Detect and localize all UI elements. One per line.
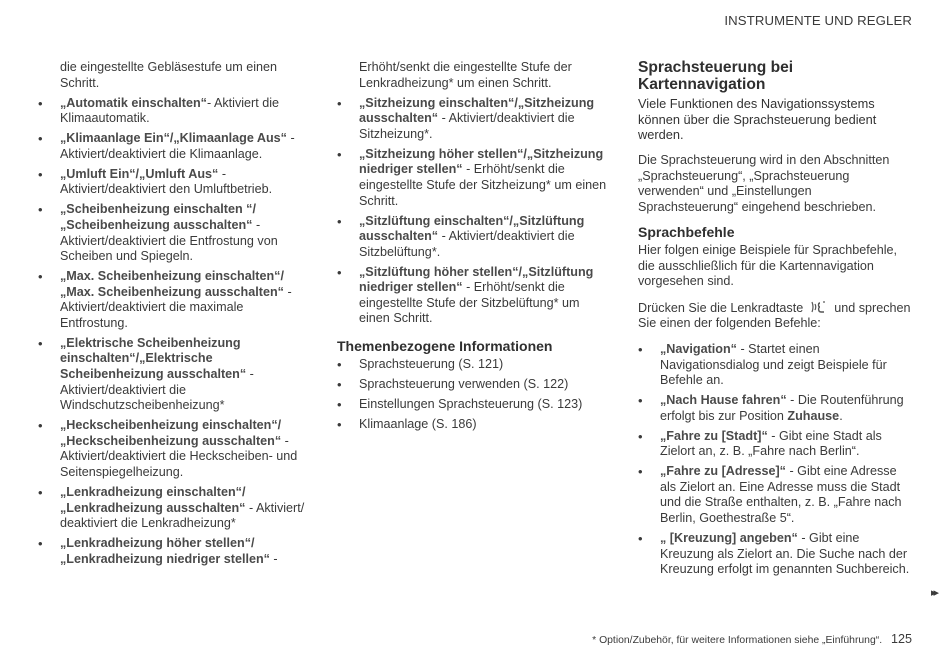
related-link-label: Sprachsteuerung verwenden (S. 122) xyxy=(359,376,569,391)
command-text: „Lenkradheizung höher stellen“/ „Lenkradheizung niedriger stellen“ xyxy=(60,536,270,566)
command-text: „Fahre zu [Stadt]“ xyxy=(660,428,768,443)
command-description: - Startet einen Navigationsdialog und zeigt Beispiele für Befehle an. xyxy=(660,341,887,388)
related-link[interactable] xyxy=(337,417,612,433)
bullet-icon: • xyxy=(638,393,643,409)
section-title: Sprachsteuerung bei Kartennavigation xyxy=(638,59,794,93)
related-link-label: Einstellungen Sprachsteuerung (S. 123) xyxy=(359,396,583,411)
column-1 xyxy=(38,60,313,572)
column-3 xyxy=(638,60,912,582)
bullet-icon: • xyxy=(38,335,43,351)
command-text: „Elektrische Scheibenheizung einschalten“/„Elektrische Scheibenheizung ausschalten“ xyxy=(60,335,247,382)
command-text: „Nach Hause fahren“ xyxy=(660,393,787,408)
command-text: „Automatik einschalten“ xyxy=(60,95,207,110)
bullet-icon: • xyxy=(38,269,43,285)
press-text: und sprechen Sie einen der folgenden Befehle: xyxy=(638,300,911,331)
command-text: „Klimaanlage Ein“/„Klimaanlage Aus“ xyxy=(60,131,287,146)
command-description: - Erhöht/senkt die eingestellte Stufe der Sitzheizung* um einen Schritt. xyxy=(359,162,607,208)
section-lead: Viele Funktionen des Navigationssystems können über die Sprachsteuerung bedient werden. xyxy=(638,96,877,143)
continued-text: die eingestellte Gebläsestufe um einen Schritt. xyxy=(60,60,278,90)
bullet-icon: • xyxy=(337,396,342,412)
list-item xyxy=(638,342,912,389)
command-text: „ [Kreuzung] angeben“ xyxy=(660,531,798,545)
bullet-icon: • xyxy=(337,376,342,392)
page-footer xyxy=(592,632,912,646)
paragraph xyxy=(638,300,912,332)
list-item xyxy=(38,418,313,480)
command-description: - Aktiviert/ deaktiviert die Lenkradheizung* xyxy=(60,500,305,531)
list-item xyxy=(638,393,912,424)
bullet-icon: • xyxy=(38,484,43,500)
column-2 xyxy=(337,60,612,437)
bullet-icon: • xyxy=(337,356,342,372)
command-text: „Heckscheibenheizung einschalten“/ „Heckscheibenheizung ausschalten“ xyxy=(60,418,282,448)
bullet-icon: • xyxy=(38,418,43,434)
bullet-icon: • xyxy=(638,464,643,480)
command-text: „Fahre zu [Adresse]“ xyxy=(660,464,786,479)
list-item xyxy=(337,96,612,143)
page-number: 125 xyxy=(890,632,912,646)
command-description: - Aktiviert/deaktiviert die Sitzheizung*. xyxy=(359,111,575,141)
list-item xyxy=(337,147,612,209)
list-item xyxy=(638,531,912,578)
command-description: - Die Routenführung erfolgt bis zur Position xyxy=(660,393,904,423)
command-bold-tail: Zuhause xyxy=(787,408,840,423)
bullet-icon: • xyxy=(38,536,43,552)
bullet-icon: • xyxy=(638,428,643,444)
bullet-icon: • xyxy=(337,416,342,432)
command-description: - Gibt eine Stadt als Zielort an, z. B. „Fahre nach Berlin“. xyxy=(660,428,882,459)
list-item xyxy=(38,485,313,532)
command-tail: . xyxy=(839,408,843,423)
list-item xyxy=(38,269,313,331)
bullet-icon: • xyxy=(337,213,342,229)
related-link-label: Klimaanlage (S. 186) xyxy=(359,416,477,431)
command-description: - Aktiviert die Klimaautomatik. xyxy=(60,95,280,126)
navigation-command-list xyxy=(638,342,912,578)
command-text: „Umluft Ein“/„Umluft Aus“ xyxy=(60,166,219,181)
command-text: „Lenkradheizung einschalten“/ „Lenkradheizung ausschalten“ xyxy=(60,484,246,515)
press-text: Drücken Sie die Lenkradtaste xyxy=(638,300,804,315)
command-description: - Erhöht/senkt die eingestellte Stufe der Sitzbelüftung* um einen Schritt. xyxy=(359,280,580,326)
command-text: „Sitzheizung höher stellen“/„Sitzheizung niedriger stellen“ xyxy=(359,146,604,177)
command-text: „Sitzlüftung einschalten“/„Sitzlüftung ausschalten“ xyxy=(359,213,585,244)
command-description: - Aktiviert/deaktiviert den Umluftbetrieb. xyxy=(60,166,273,197)
bullet-icon: • xyxy=(38,95,43,111)
related-info-heading: Themenbezogene Informationen xyxy=(337,338,553,355)
list-item xyxy=(38,536,313,567)
paragraph: Hier folgen einige Beispiele für Sprachbefehle, die ausschließlich für die Kartennavigation vorgesehen sind. xyxy=(638,242,898,289)
command-text: „Sitzlüftung höher stellen“/„Sitzlüftung niedriger stellen“ xyxy=(359,264,594,295)
bullet-icon: • xyxy=(337,95,342,111)
command-description: - xyxy=(269,551,278,566)
bullet-icon: • xyxy=(337,264,342,280)
voice-button-icon xyxy=(809,300,829,314)
related-link[interactable] xyxy=(337,397,612,413)
list-item xyxy=(638,464,912,526)
paragraph: Die Sprachsteuerung wird in den Abschnitten „Sprachsteuerung“, „Sprachsteuerung verwenden“ und „Einstellungen Sprachsteuerung“ eingehend beschrieben. xyxy=(638,152,890,214)
page-header: INSTRUMENTE UND REGLER xyxy=(724,13,912,28)
related-info-list xyxy=(337,357,612,433)
command-description: - Gibt eine Adresse als Zielort an. Eine Adresse muss die Stadt und die Straße enthalten, z. B. „Fahre nach Berlin, Goethestraße 5“. xyxy=(660,464,902,526)
list-item xyxy=(337,265,612,327)
subsection-title: Sprachbefehle xyxy=(638,224,735,241)
related-link[interactable] xyxy=(337,377,612,393)
list-item xyxy=(38,336,313,414)
command-text: „Sitzheizung einschalten“/„Sitzheizung ausschalten“ xyxy=(359,95,595,126)
bullet-icon: • xyxy=(638,341,643,357)
bullet-icon: • xyxy=(38,202,43,218)
continued-text: Erhöht/senkt die eingestellte Stufe der Lenkradheizung* um einen Schritt. xyxy=(359,60,572,90)
command-text: „Max. Scheibenheizung einschalten“/ „Max. Scheibenheizung ausschalten“ xyxy=(60,269,284,299)
voice-command-list xyxy=(337,96,612,327)
command-description: - Aktiviert/deaktiviert die maximale Entfrostung. xyxy=(60,284,292,330)
command-description: - Gibt eine Kreuzung als Zielort an. Die Suche nach der Kreuzung erfolgt im genannten Suchbereich. xyxy=(660,531,910,577)
list-item xyxy=(638,429,912,460)
bullet-icon: • xyxy=(38,166,43,182)
list-item xyxy=(38,167,313,198)
command-text: „Navigation“ xyxy=(660,341,737,356)
command-description: - Aktiviert/deaktiviert die Klimaanlage. xyxy=(60,131,295,161)
list-item xyxy=(337,214,612,261)
footnote: * Option/Zubehör, für weitere Informationen siehe „Einführung“. xyxy=(592,635,883,646)
command-description: - Aktiviert/deaktiviert die Entfrostung von Scheiben und Spiegeln. xyxy=(60,217,278,264)
list-item xyxy=(38,131,313,162)
command-description: - Aktiviert/deaktiviert die Heckscheiben- und Seitenspiegelheizung. xyxy=(60,433,298,479)
bullet-icon: • xyxy=(638,531,643,546)
related-link-label: Sprachsteuerung (S. 121) xyxy=(359,356,504,371)
bullet-icon: • xyxy=(337,146,342,162)
voice-command-list xyxy=(38,96,313,568)
continue-arrows-icon: ▸▸ xyxy=(930,587,936,599)
list-item xyxy=(38,96,313,127)
related-link[interactable] xyxy=(337,357,612,373)
command-description: - Aktiviert/deaktiviert die Windschutzscheibenheizung* xyxy=(60,367,254,413)
list-item xyxy=(38,202,313,264)
command-description: - Aktiviert/deaktiviert die Sitzbelüftung*. xyxy=(359,229,575,259)
command-text: „Scheibenheizung einschalten “/ „Scheibenheizung ausschalten“ xyxy=(60,202,256,232)
bullet-icon: • xyxy=(38,131,43,147)
